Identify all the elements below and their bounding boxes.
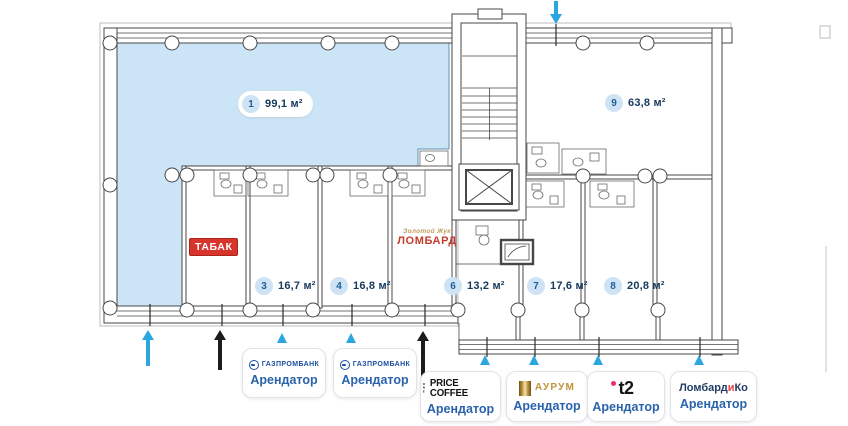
tenant-label: Арендатор — [250, 372, 318, 387]
tenant-label: Арендатор — [341, 372, 409, 387]
unit-area: 20,8 м² — [627, 280, 665, 292]
brand-text: t2 — [618, 378, 634, 399]
entrance-triangle-icon — [277, 333, 287, 343]
tenant-label: Арендатор — [426, 401, 495, 416]
unit-area: 63,8 м² — [628, 97, 666, 109]
gazprombank-logo — [249, 360, 319, 370]
tenant-card-aurum[interactable] — [506, 371, 588, 422]
lombard-store-label — [389, 228, 465, 248]
unit-number: 7 — [527, 277, 545, 295]
brand-text: Ко — [734, 381, 748, 394]
entrance-triangle-icon — [480, 355, 490, 365]
unit-badge-9[interactable] — [605, 94, 666, 112]
unit-area: 17,6 м² — [550, 280, 588, 292]
brand-text: АУРУМ — [534, 382, 576, 394]
unit-area: 16,7 м² — [278, 280, 316, 292]
entrance-triangle-icon — [529, 355, 539, 365]
tenant-card-t2[interactable] — [587, 371, 665, 422]
entrance-triangle-icon — [694, 355, 704, 365]
brand-text: PRICE COFFEE — [429, 376, 468, 400]
aurum-bar-icon — [519, 381, 531, 396]
tenant-card-gazprombank-1[interactable] — [242, 348, 326, 398]
gazprombank-logo — [340, 360, 410, 370]
unit-area: 99,1 м² — [265, 98, 303, 110]
elevator — [466, 170, 512, 204]
lombard-text: ЛОМБАРД — [397, 235, 457, 248]
aurum-logo — [519, 381, 575, 396]
brand-text-accent: и — [727, 381, 735, 394]
unit-number: 8 — [604, 277, 622, 295]
brand-prefix-text: ONE — [421, 382, 426, 394]
unit-badge-8[interactable] — [604, 277, 665, 295]
unit-badge-1[interactable] — [238, 91, 313, 117]
one-price-coffee-logo — [421, 378, 500, 399]
entrance-arrow-down-icon — [550, 1, 562, 24]
t2-dot-icon — [611, 381, 616, 386]
entrance-triangle-icon — [593, 355, 603, 365]
unit-number: 4 — [330, 277, 348, 295]
tenant-label: Арендатор — [679, 396, 748, 411]
tenant-card-one-price-coffee[interactable] — [420, 371, 501, 422]
unit-badge-4[interactable] — [330, 277, 391, 295]
t2-logo — [618, 379, 633, 397]
unit-number: 1 — [242, 95, 260, 113]
unit-area: 16,8 м² — [353, 280, 391, 292]
brand-text: ГАЗПРОМБАНК — [261, 361, 320, 369]
unit-area: 13,2 м² — [467, 280, 505, 292]
entrance-triangle-icon — [346, 333, 356, 343]
gazprombank-emblem-icon — [340, 360, 350, 370]
tabak-store-label: ТАБАК — [189, 238, 238, 256]
tenant-card-lombardiko[interactable] — [670, 371, 757, 422]
unit-number: 9 — [605, 94, 623, 112]
entrance-arrow-up-cyan-icon — [142, 330, 154, 366]
lombardiko-logo — [679, 383, 748, 394]
tenant-card-gazprombank-2[interactable] — [333, 348, 417, 398]
entrance-arrow-up-black-icon — [214, 330, 226, 370]
brand-text: ГАЗПРОМБАНК — [352, 361, 411, 369]
unit-number: 3 — [255, 277, 273, 295]
unit-badge-6[interactable] — [444, 277, 505, 295]
gazprombank-emblem-icon — [249, 360, 259, 370]
unit-badge-7[interactable] — [527, 277, 588, 295]
unit-number: 6 — [444, 277, 462, 295]
lombard-brand-text: Золотой Жук — [403, 228, 451, 235]
tenant-label: Арендатор — [592, 400, 660, 415]
unit-badge-3[interactable] — [255, 277, 316, 295]
brand-text: Ломбард — [679, 381, 728, 394]
tenant-label: Арендатор — [513, 398, 581, 413]
